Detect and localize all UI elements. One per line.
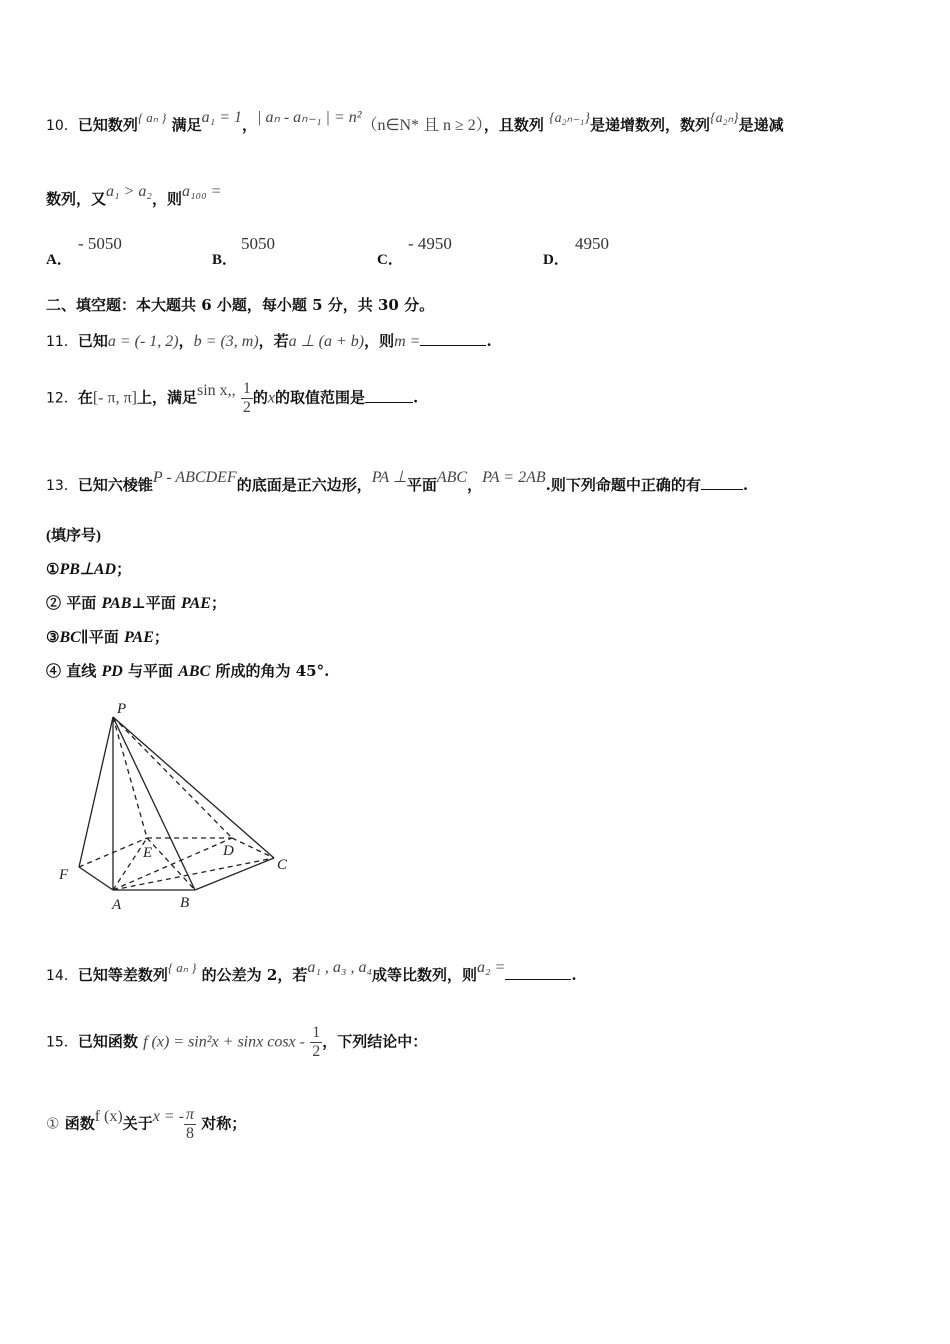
q14-text-diff: 的公差为 2，若 xyxy=(201,966,308,984)
q13-text-plane: 平面 xyxy=(406,476,437,494)
q13-item-3-line: BC xyxy=(59,629,81,646)
q10-line2 xyxy=(46,183,222,209)
q10-text-and: ，且数列 xyxy=(483,116,544,134)
q15-number: 15． xyxy=(46,1034,78,1051)
q12-text: 在 xyxy=(77,388,93,407)
q11-end: . xyxy=(486,332,492,350)
q14-text: 已知等差数列 xyxy=(77,966,168,984)
edge-fa xyxy=(79,867,113,890)
q15-item-1-frac-num: π xyxy=(185,1106,194,1123)
q13-answer-blank[interactable] xyxy=(701,489,743,490)
q13-end: . xyxy=(742,476,749,494)
q13-item-4-line: PD xyxy=(101,663,123,680)
q10-abs-expr: | aₙ - aₙ₋₁ | = n² xyxy=(257,109,362,126)
q13-item-4-text: 直线 xyxy=(61,662,102,680)
label-p: P xyxy=(117,701,127,717)
q11-perp: a ⊥ (a + b) xyxy=(288,333,365,350)
q14-answer-blank[interactable] xyxy=(505,979,571,980)
q10-text-then: ，则 xyxy=(151,190,182,208)
q15-item-1-frac-den: 8 xyxy=(185,1125,194,1142)
q10-condition: （n∈N* 且 n ≥ 2） xyxy=(361,117,484,134)
q10-seq-even: {a₂ₙ} xyxy=(709,111,739,126)
q10-a100: a₁₀₀ = xyxy=(181,183,222,200)
q15-text: 已知函数 xyxy=(77,1032,138,1051)
q11-answer-blank[interactable] xyxy=(420,345,486,346)
q15-item-1-symmetric: 对称； xyxy=(201,1114,247,1133)
section-heading: 二、填空题：本大题共 6 小题，每小题 5 分，共 30 分。 xyxy=(46,296,435,314)
option-d-value: 4950 xyxy=(575,234,609,253)
q15-item-1 xyxy=(46,1106,246,1143)
q13-item-2-plane1: PAB xyxy=(101,595,132,612)
q13-item-2-mark: ② xyxy=(46,594,62,612)
label-a: A xyxy=(112,897,122,913)
q13-text-which: .则下列命题中正确的有 xyxy=(545,476,701,494)
option-a-label: A． xyxy=(46,252,72,268)
option-c-value: - 4950 xyxy=(408,234,452,253)
q12-sinx: sin x,, xyxy=(197,381,236,399)
q10-text-decreasing: 是递减 xyxy=(738,116,784,134)
q12-text-range: 的取值范围是 xyxy=(275,388,366,407)
q12-end: . xyxy=(413,388,419,407)
q12-x: x xyxy=(267,389,276,407)
q14-end: . xyxy=(571,966,577,984)
q10-line1 xyxy=(46,109,784,135)
q15-item-1-mark: ① xyxy=(46,1114,60,1133)
q11-answer-var: m = xyxy=(394,333,421,350)
q12-answer-blank[interactable] xyxy=(365,402,413,403)
q10-inequality: a₁ > a₂ xyxy=(106,183,152,200)
q15-item-1-fx: f (x) xyxy=(94,1107,123,1125)
q15-line xyxy=(46,1024,427,1061)
q13-item-3-plane: PAE xyxy=(123,629,154,646)
q14-text-geometric: 成等比数列，则 xyxy=(372,966,478,984)
edge-dc xyxy=(232,838,274,858)
q10-number: 10． xyxy=(46,118,78,134)
q12-interval: [- π, π] xyxy=(92,389,137,407)
q13-text: 已知六棱锥 xyxy=(77,476,153,494)
q10-text-sequence: 数列，又 xyxy=(46,190,107,208)
q14-a2: a₂ = xyxy=(477,959,506,976)
q15-frac-num: 1 xyxy=(312,1024,321,1041)
label-f: F xyxy=(59,867,69,883)
q13-line xyxy=(46,469,749,495)
label-c: C xyxy=(277,857,288,873)
q15-frac-den: 2 xyxy=(312,1043,321,1060)
edge-pb xyxy=(113,717,195,890)
q13-abc: ABC xyxy=(436,469,468,486)
q11-vector-a: a = (- 1, 2) xyxy=(107,333,179,350)
q13-item-4-end: 所成的角为 45°. xyxy=(210,662,330,680)
q14-number: 14． xyxy=(46,968,78,984)
option-c-label: C． xyxy=(377,252,403,268)
label-d: D xyxy=(223,843,234,859)
q15-fraction xyxy=(310,1024,322,1061)
edge-bc xyxy=(195,858,274,890)
q12-text-of: 的 xyxy=(252,388,268,407)
q13-item-2-perp: ⊥平面 xyxy=(131,594,182,612)
q11-number: 11． xyxy=(46,334,78,350)
q12-fraction xyxy=(241,380,253,417)
q12-line xyxy=(46,380,418,417)
q15-item-1-about: 关于 xyxy=(122,1114,153,1133)
q10-text: 已知数列 xyxy=(77,116,138,134)
q14-terms: a₁ , a₃ , a₄ xyxy=(307,959,373,976)
q13-text-base: 的底面是正六边形， xyxy=(236,476,372,494)
q13-pyramid: P - ABCDEF xyxy=(152,469,237,486)
q15-item-1-fraction xyxy=(184,1106,196,1143)
edge-pc xyxy=(113,717,274,858)
pyramid-figure xyxy=(50,695,310,920)
option-b-label: B． xyxy=(212,252,238,268)
label-e: E xyxy=(143,845,153,861)
option-d-label: D． xyxy=(543,252,569,268)
q10-seq-odd: {a₂ₙ₋₁} xyxy=(549,111,590,126)
q12-frac-num: 1 xyxy=(242,380,251,397)
q13-item-3-end: ； xyxy=(153,628,169,646)
q13-item-1-mark: ① xyxy=(46,560,60,578)
q13-item-4 xyxy=(46,660,329,681)
option-a-value: - 5050 xyxy=(78,234,122,253)
q14-line xyxy=(46,959,577,985)
q10-a1-eq: a₁ = 1 xyxy=(201,109,243,126)
q11-comma: ， xyxy=(178,332,194,350)
q13-item-1-end: ； xyxy=(116,560,132,578)
option-b-value: 5050 xyxy=(241,234,275,253)
q13-pa-perp: PA ⊥ xyxy=(371,469,407,486)
q10-comma: ， xyxy=(242,116,258,134)
q13-comma: ， xyxy=(467,476,483,494)
q13-item-1-expr: PB⊥AD xyxy=(59,561,117,578)
q13-note: (填序号) xyxy=(46,528,101,544)
q13-item-4-plane: ABC xyxy=(178,663,211,680)
q12-number: 12． xyxy=(46,390,78,407)
q13-item-3-parallel: ∥平面 xyxy=(80,628,124,646)
label-b: B xyxy=(180,895,190,911)
q13-item-2 xyxy=(46,592,226,613)
q13-item-4-text2: 与平面 xyxy=(122,662,179,680)
q15-text-conclusions: ，下列结论中： xyxy=(322,1032,428,1051)
q11-line xyxy=(46,330,492,351)
q10-seq-an: { aₙ } xyxy=(137,110,167,125)
q13-item-4-mark: ④ xyxy=(46,662,62,680)
q12-frac-den: 2 xyxy=(242,399,251,416)
q15-item-1-text: 函数 xyxy=(64,1114,95,1133)
q14-seq: { aₙ } xyxy=(167,960,197,975)
q10-text-satisfy: 满足 xyxy=(171,116,202,134)
q13-number: 13． xyxy=(46,478,78,494)
q13-item-3-mark: ③ xyxy=(46,628,60,646)
edge-ac xyxy=(113,858,274,890)
edge-pf xyxy=(79,717,113,867)
q13-item-3 xyxy=(46,626,169,647)
q13-item-1 xyxy=(46,558,131,579)
q13-item-2-text: 平面 xyxy=(61,594,102,612)
q13-pa-eq: PA = 2AB xyxy=(482,469,546,486)
q10-text-increasing: 是递增数列，数列 xyxy=(589,116,710,134)
q11-text-then: ，则 xyxy=(364,332,395,350)
q11-vector-b: b = (3, m) xyxy=(193,333,259,350)
q13-item-2-end: ； xyxy=(210,594,226,612)
q11-text-if: ，若 xyxy=(258,332,289,350)
q15-item-1-xeq: x = - xyxy=(152,1107,184,1125)
q15-function: f (x) = sin²x + sinx cosx - xyxy=(143,1033,305,1051)
edge-pd xyxy=(113,717,232,838)
q12-text-satisfy: 上，满足 xyxy=(136,388,197,407)
q11-text: 已知 xyxy=(77,332,108,350)
q13-item-2-plane2: PAE xyxy=(181,595,211,612)
